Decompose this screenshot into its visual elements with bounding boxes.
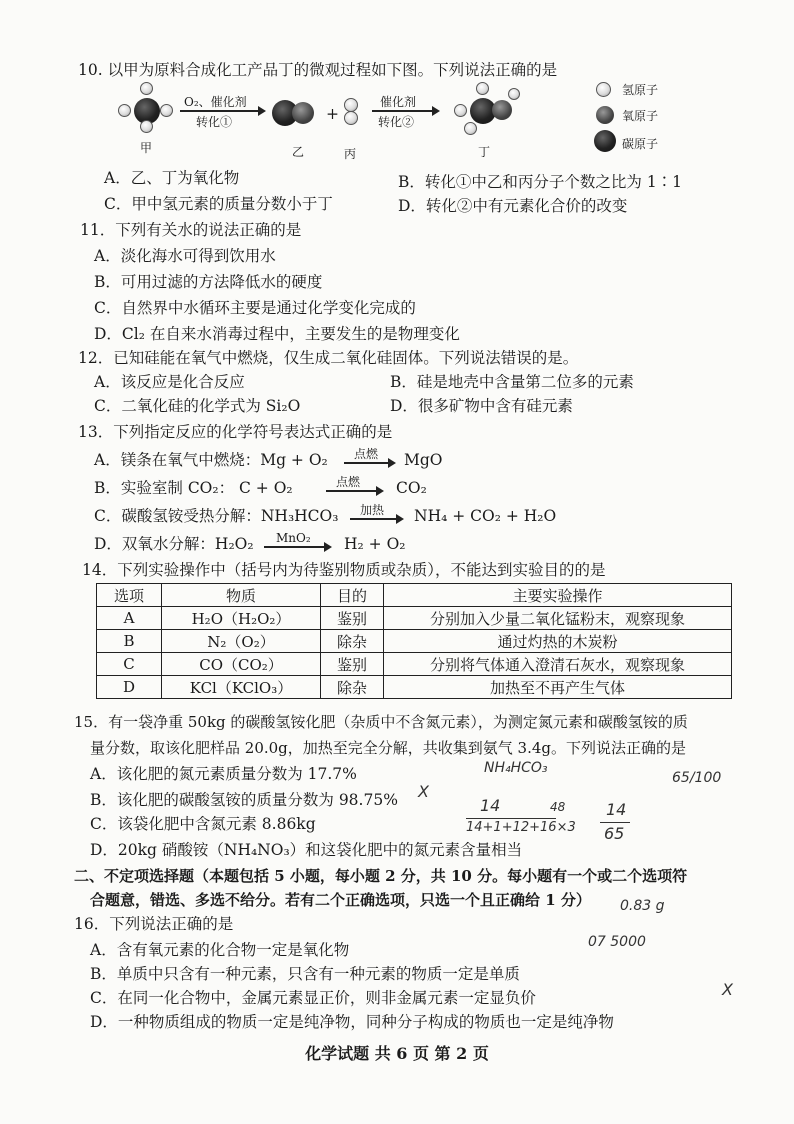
label-bing: 丙 <box>344 147 357 161</box>
q15-option-d: D．20kg 硝酸铵（NH₄NO₃）和这袋化肥中的氮元素含量相当 <box>90 841 523 859</box>
table-header-row <box>97 584 732 607</box>
q13-option-d-cond: MnO₂ <box>276 531 311 545</box>
q12-option-c: C．二氧化硅的化学式为 Si₂O <box>94 397 301 415</box>
q15-option-b: B．该化肥的碳酸氢铵的质量分数为 98.75% <box>90 791 398 809</box>
hydrogen-atom <box>140 82 153 95</box>
q13-option-a-arrow <box>344 462 394 464</box>
handwritten-note: 65 <box>604 824 625 843</box>
molecule-ding <box>458 86 518 138</box>
q15-stem-line2: 量分数，取该化肥样品 20.0g，加热至完全分解，共收集到氨气 3.4g。下列说法正确的是 <box>90 739 686 757</box>
q13-option-a-right: MgO <box>404 451 443 469</box>
q16-stem: 16．下列说法正确的是 <box>74 915 234 933</box>
table-cell: C <box>97 653 162 676</box>
table-row <box>97 607 732 630</box>
q13-option-b-arrow <box>326 490 382 492</box>
plus-sign: + <box>326 105 339 123</box>
q10-option-c: C．甲中氢元素的质量分数小于丁 <box>104 195 333 213</box>
q15-option-c: C．该袋化肥中含氮元素 8.86kg <box>90 815 316 833</box>
page-footer: 化学试题 共 6 页 第 2 页 <box>305 1044 489 1063</box>
handwritten-note: 65/100 <box>672 770 722 786</box>
q10-option-a: A．乙、丁为氧化物 <box>104 169 240 187</box>
arrow2-bottom: 转化② <box>378 115 415 129</box>
handwritten-note: X <box>418 782 429 801</box>
table-cell: 分别加入少量二氧化锰粉末，观察现象 <box>384 607 732 630</box>
molecule-jia <box>122 86 170 134</box>
label-jia: 甲 <box>140 141 153 155</box>
molecule-bing <box>344 98 360 130</box>
section2-line1: 二、不定项选择题（本题包括 5 小题，每小题 2 分，共 10 分。每小题有一个或二个选项符 <box>74 867 688 885</box>
q13-option-c-cond: 加热 <box>360 503 385 517</box>
q11-option-a: A．淡化海水可得到饮用水 <box>94 247 276 265</box>
table-cell: 鉴别 <box>321 607 384 630</box>
table-cell: 鉴别 <box>321 653 384 676</box>
carbon-legend-icon <box>594 130 616 152</box>
molecule-yi <box>272 100 324 126</box>
table-cell: B <box>97 630 162 653</box>
hydrogen-atom <box>464 122 477 135</box>
legend-oxygen: 氧原子 <box>622 109 659 123</box>
oxygen-atom <box>492 100 512 120</box>
q13-option-d-left: D．双氧水分解：H₂O₂ <box>94 535 254 553</box>
q10-stem: 10. 以甲为原料合成化工产品丁的微观过程如下图。下列说法正确的是 <box>78 61 558 79</box>
hydrogen-legend-icon <box>596 82 611 97</box>
q11-option-b: B．可用过滤的方法降低水的硬度 <box>94 273 323 291</box>
handwritten-note: 14 <box>606 800 627 819</box>
handwritten-note: 14+1+12+16×3 <box>466 820 576 835</box>
col-header-option: 选项 <box>97 584 162 607</box>
q10-option-d: D．转化②中有元素化合价的改变 <box>398 197 628 215</box>
q13-stem: 13．下列指定反应的化学符号表达式正确的是 <box>78 423 393 441</box>
legend-hydrogen: 氢原子 <box>622 83 659 97</box>
col-header-operation: 主要实验操作 <box>384 584 732 607</box>
handwritten-note: 07 5000 <box>588 934 646 950</box>
hydrogen-atom <box>140 120 153 133</box>
table-row <box>97 630 732 653</box>
table-cell: 加热至不再产生气体 <box>384 676 732 699</box>
q15-stem-line1: 15．有一袋净重 50kg 的碳酸氢铵化肥（杂质中不含氮元素），为测定氮元素和碳酸氢铵的质 <box>74 713 688 731</box>
q16-option-b: B．单质中只含有一种元素，只含有一种元素的物质一定是单质 <box>90 965 520 983</box>
q12-stem: 12．已知硅能在氧气中燃烧，仅生成二氧化硅固体。下列说法错误的是。 <box>78 349 579 367</box>
handwritten-note: 0.83 g <box>620 898 665 914</box>
arrow1-bottom: 转化① <box>196 115 233 129</box>
oxygen-atom <box>292 102 314 124</box>
q16-option-a: A．含有氧元素的化合物一定是氧化物 <box>90 941 350 959</box>
label-ding: 丁 <box>478 145 491 159</box>
q13-option-b-cond: 点燃 <box>336 475 361 489</box>
label-yi: 乙 <box>292 145 305 159</box>
table-cell: D <box>97 676 162 699</box>
hydrogen-atom <box>344 98 358 112</box>
table-row <box>97 676 732 699</box>
handwritten-fraction-bar <box>600 822 630 823</box>
col-header-purpose: 目的 <box>321 584 384 607</box>
hydrogen-atom <box>118 104 131 117</box>
section2-line2: 合题意，错选、多选不给分。若有二个正确选项，只选一个且正确给 1 分） <box>90 891 591 909</box>
table-cell: 除杂 <box>321 630 384 653</box>
arrow2-top: 催化剂 <box>380 95 417 109</box>
q13-option-a-cond: 点燃 <box>354 447 379 461</box>
hydrogen-atom <box>476 82 489 95</box>
q12-option-b: B．硅是地壳中含量第二位多的元素 <box>390 373 634 391</box>
arrow1-top: O₂、催化剂 <box>184 95 247 109</box>
col-header-substance: 物质 <box>162 584 321 607</box>
table-cell: CO（CO₂） <box>162 653 321 676</box>
q16-option-d: D．一种物质组成的物质一定是纯净物，同种分子构成的物质也一定是纯净物 <box>90 1013 614 1031</box>
q13-option-c-right: NH₄ + CO₂ + H₂O <box>414 507 557 525</box>
hydrogen-atom <box>508 88 520 100</box>
table-row <box>97 653 732 676</box>
handwritten-fraction-bar <box>466 818 556 819</box>
q14-table <box>96 583 732 699</box>
q15-option-a: A．该化肥的氮元素质量分数为 17.7% <box>90 765 357 783</box>
table-cell: KCl（KClO₃） <box>162 676 321 699</box>
q10-option-b: B．转化①中乙和丙分子个数之比为 1∶1 <box>398 173 683 191</box>
q13-option-b-left: B．实验室制 CO₂： C + O₂ <box>94 479 293 497</box>
table-cell: N₂（O₂） <box>162 630 321 653</box>
oxygen-legend-icon <box>596 106 614 124</box>
legend-carbon: 碳原子 <box>622 137 659 151</box>
q13-option-d-arrow <box>264 546 330 548</box>
q12-option-d: D．很多矿物中含有硅元素 <box>390 397 573 415</box>
q11-option-c: C．自然界中水循环主要是通过化学变化完成的 <box>94 299 416 317</box>
q13-option-d-right: H₂ + O₂ <box>344 535 406 553</box>
hydrogen-atom <box>344 111 358 125</box>
q16-option-c: C．在同一化合物中，金属元素显正价，则非金属元素一定显负价 <box>90 989 536 1007</box>
table-cell: 分别将气体通入澄清石灰水，观察现象 <box>384 653 732 676</box>
handwritten-note: NH₄HCO₃ <box>484 760 548 776</box>
table-cell: 通过灼热的木炭粉 <box>384 630 732 653</box>
q13-option-c-arrow <box>350 518 402 520</box>
q13-option-b-right: CO₂ <box>396 479 427 497</box>
table-cell: H₂O（H₂O₂） <box>162 607 321 630</box>
hydrogen-atom <box>160 104 173 117</box>
q14-stem: 14．下列实验操作中（括号内为待鉴别物质或杂质），不能达到实验目的的是 <box>82 561 606 579</box>
q13-option-c-left: C．碳酸氢铵受热分解：NH₃HCO₃ <box>94 507 339 525</box>
handwritten-note: 48 <box>550 800 566 814</box>
q12-option-a: A．该反应是化合反应 <box>94 373 245 391</box>
table-cell: A <box>97 607 162 630</box>
q13-option-a-left: A．镁条在氧气中燃烧：Mg + O₂ <box>94 451 328 469</box>
q11-option-d: D．Cl₂ 在自来水消毒过程中，主要发生的是物理变化 <box>94 325 460 343</box>
handwritten-note: X <box>722 980 733 999</box>
hydrogen-atom <box>454 104 467 117</box>
q11-stem: 11．下列有关水的说法正确的是 <box>80 221 302 239</box>
table-cell: 除杂 <box>321 676 384 699</box>
handwritten-note: 14 <box>480 796 501 815</box>
